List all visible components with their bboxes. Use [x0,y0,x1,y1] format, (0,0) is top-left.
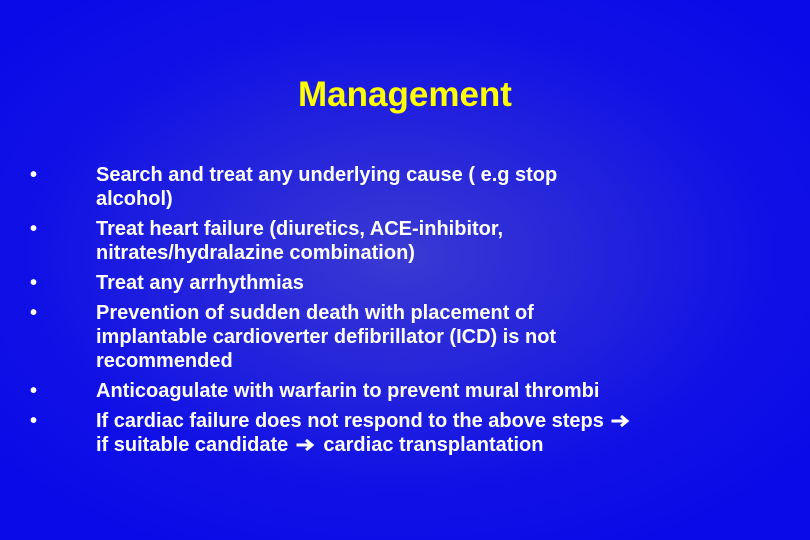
bullet-text-line: recommended [96,350,233,372]
bullet-dot: • [30,380,38,402]
bullet-item [30,409,790,457]
bullet-dot: • [30,302,38,324]
bullet-text-line: Anticoagulate with warfarin to prevent mural thrombi [96,380,600,402]
bullet-item [30,217,790,265]
bullet-text-line: If cardiac failure does not respond to the above steps [96,410,604,432]
bullet-text-line: Prevention of sudden death with placement of [96,302,534,324]
bullet-dot: • [30,410,38,432]
bullet-dot: • [30,164,38,186]
bullet-item [30,271,790,295]
bullet-text-line: Search and treat any underlying cause ( e.g stop [96,164,558,186]
bullet-text-line: Treat any arrhythmias [96,272,304,294]
bullet-text-segment: cardiac transplantation [323,434,544,456]
bullet-dot: • [30,272,38,294]
bullet-text-segment: if suitable candidate [96,434,289,456]
bullet-list [30,163,790,463]
bullet-text-line: Treat heart failure (diuretics, ACE-inhibitor, [96,218,504,240]
bullet-dot: • [30,218,38,240]
bullet-text-line: nitrates/hydralazine combination) [96,242,415,264]
bullet-item [30,301,790,373]
bullet-item [30,163,790,211]
right-arrow-icon [611,413,631,429]
bullet-text-line: alcohol) [96,188,173,210]
slide-title: Management [298,75,512,114]
bullet-item [30,379,790,403]
bullet-text-line: implantable cardioverter defibrillator (ICD) is not [96,326,557,348]
right-arrow-icon [296,437,316,453]
